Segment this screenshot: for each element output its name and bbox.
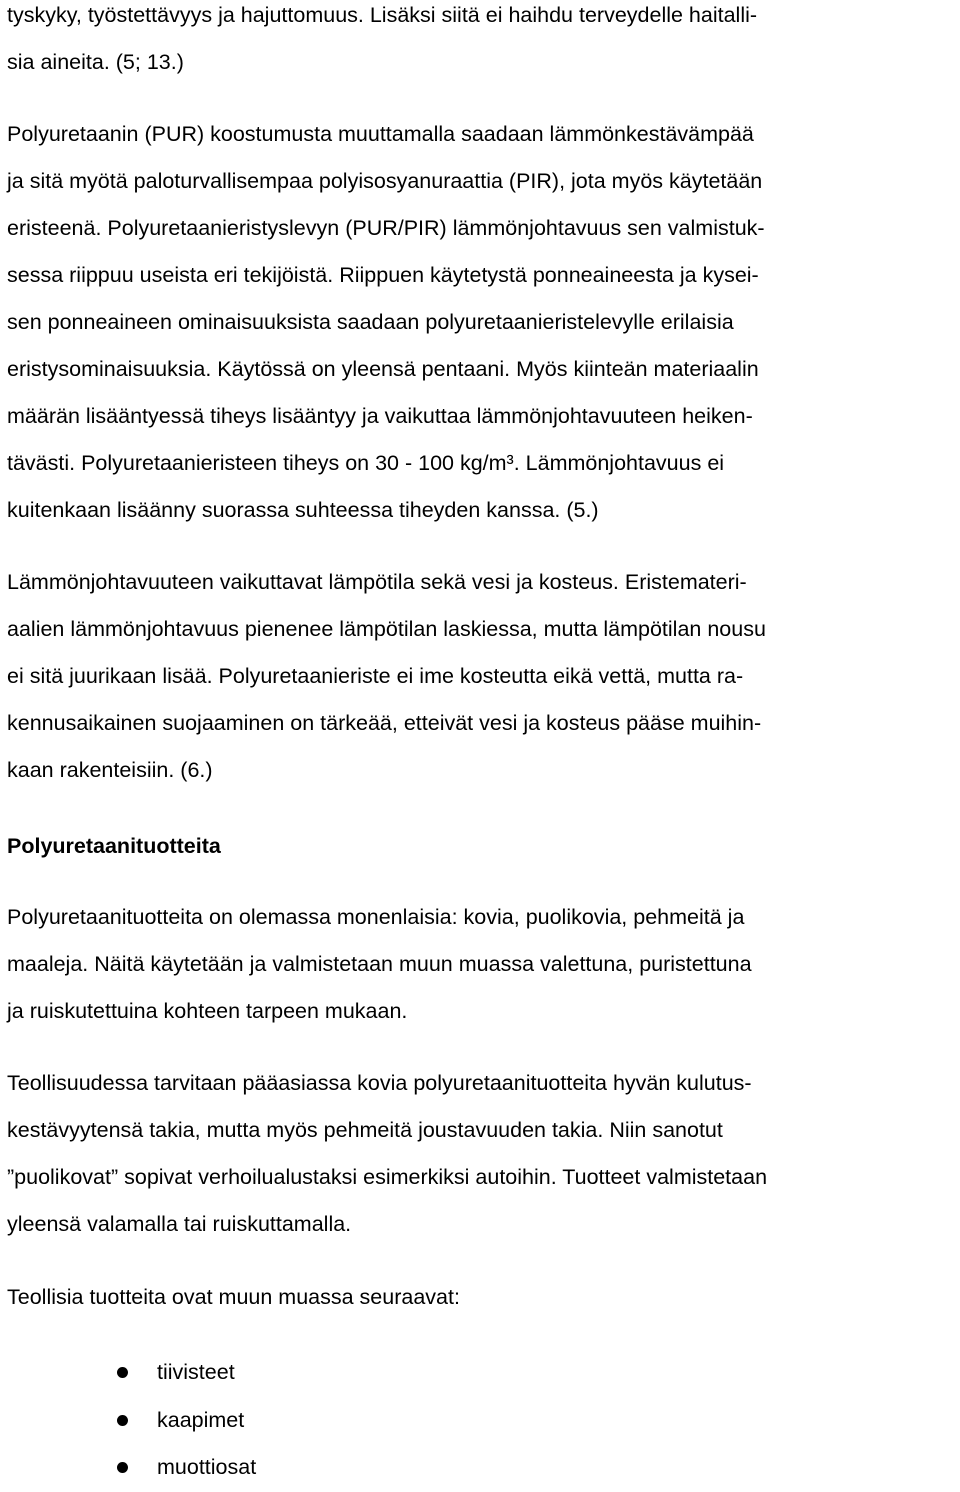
document-page — [7, 0, 960, 1492]
text-line: tävästi. Polyuretaanieristeen tiheys on 30 - 100 kg/m³. Lämmönjohtavuus ei — [7, 451, 725, 475]
text-line: kennusaikainen suojaaminen on tärkeää, etteivät vesi ja kosteus pääse muihin- — [7, 711, 762, 735]
text-line: kuitenkaan lisäänny suorassa suhteessa tiheyden kanssa. (5.) — [7, 498, 599, 522]
text-line: ”puolikovat” sopivat verhoilualustaksi esimerkiksi autoihin. Tuotteet valmistetaan — [7, 1165, 768, 1189]
text-line: kaan rakenteisiin. (6.) — [7, 758, 213, 782]
list-item — [7, 1349, 960, 1397]
text-line: yleensä valamalla tai ruiskuttamalla. — [7, 1212, 352, 1236]
text-line: määrän lisääntyessä tiheys lisääntyy ja vaikuttaa lämmönjohtavuuteen heiken- — [7, 404, 753, 428]
text-line: sia aineita. (5; 13.) — [7, 50, 184, 74]
paragraph-3 — [7, 559, 960, 794]
text-line: ja sitä myötä paloturvallisempaa polyisosyanuraattia (PIR), jota myös käytetään — [7, 169, 763, 193]
bullet-icon — [117, 1462, 128, 1473]
paragraph-6 — [7, 1274, 960, 1321]
text-line: Teollisia tuotteita ovat muun muassa seuraavat: — [7, 1285, 460, 1309]
text-line: Teollisuudessa tarvitaan pääasiassa kovia polyuretaanituotteita hyvän kulutus- — [7, 1071, 752, 1095]
paragraph-2 — [7, 111, 960, 534]
text-line: ja ruiskutettuina kohteen tarpeen mukaan. — [7, 999, 408, 1023]
bullet-icon — [117, 1415, 128, 1426]
paragraph-4 — [7, 894, 960, 1035]
text-line: ei sitä juurikaan lisää. Polyuretaanieriste ei ime kosteutta eikä vettä, mutta ra- — [7, 664, 744, 688]
text-line: maaleja. Näitä käytetään ja valmistetaan muun muassa valettuna, puristettuna — [7, 952, 752, 976]
paragraph-1 — [7, 0, 960, 86]
text-line: Polyuretaanituotteita on olemassa monenlaisia: kovia, puolikovia, pehmeitä ja — [7, 905, 745, 929]
text-line: tyskyky, työstettävyys ja hajuttomuus. Lisäksi siitä ei haihdu terveydelle haitalli- — [7, 3, 758, 27]
text-line: Polyuretaanin (PUR) koostumusta muuttamalla saadaan lämmönkestävämpää — [7, 122, 754, 146]
list-item-label: tiivisteet — [157, 1360, 235, 1384]
text-line: eristysominaisuuksia. Käytössä on yleensä pentaani. Myös kiinteän materiaalin — [7, 357, 759, 381]
bullet-list — [7, 1349, 960, 1492]
paragraph-5 — [7, 1060, 960, 1248]
text-line: sessa riippuu useista eri tekijöistä. Riippuen käytetystä ponneaineesta ja kysei- — [7, 263, 759, 287]
text-line: aalien lämmönjohtavuus pienenee lämpötilan laskiessa, mutta lämpötilan nousu — [7, 617, 766, 641]
list-item-label: kaapimet — [157, 1407, 245, 1432]
text-line: eristeenä. Polyuretaanieristyslevyn (PUR/PIR) lämmönjohtavuus sen valmistuk- — [7, 216, 765, 240]
bullet-icon — [117, 1367, 128, 1378]
list-item — [7, 1397, 960, 1445]
list-item-label: muottiosat — [157, 1455, 257, 1479]
list-item — [7, 1444, 960, 1492]
text-line: sen ponneaineen ominaisuuksista saadaan polyuretaanieristelevylle erilaisia — [7, 310, 734, 334]
section-heading: Polyuretaanituotteita — [7, 834, 221, 858]
text-line: Lämmönjohtavuuteen vaikuttavat lämpötila sekä vesi ja kosteus. Eristemateri- — [7, 570, 747, 594]
text-line: kestävyytensä takia, mutta myös pehmeitä joustavuuden takia. Niin sanotut — [7, 1118, 723, 1142]
